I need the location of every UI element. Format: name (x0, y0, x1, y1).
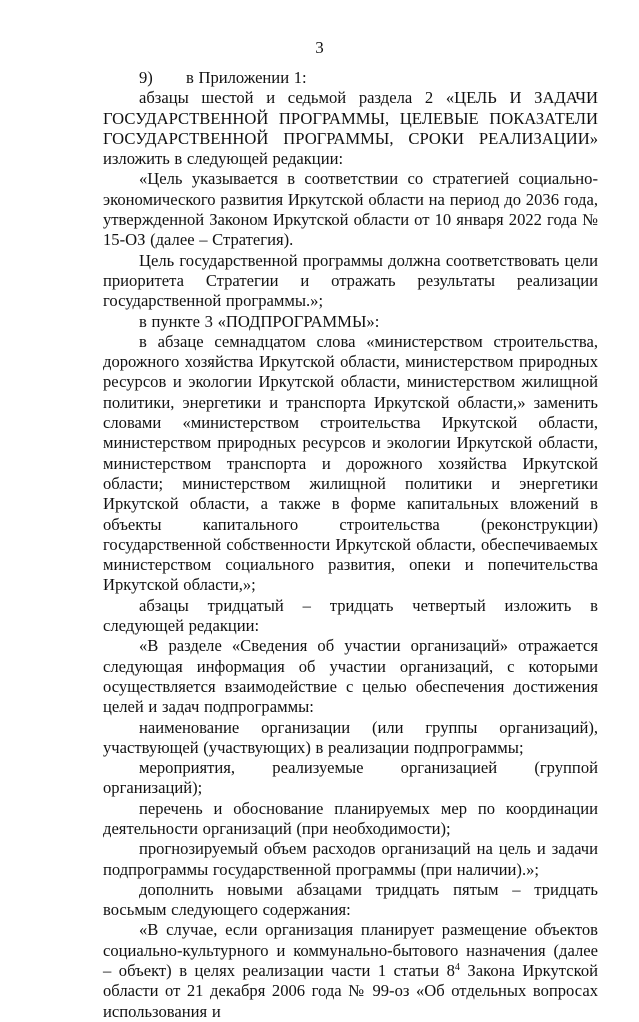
paragraph-expenses-forecast: прогнозируемый объем расходов организаций на цель и задачи подпрограммы государственной программы (при наличии).»; (103, 839, 598, 879)
document-body (103, 68, 598, 1022)
paragraph-objects-placement (103, 920, 598, 1021)
superscript-article-index: 4 (454, 962, 460, 974)
text-fragment: «В случае, если организация планирует размещение объектов социально-культурного и коммунально-бытового назначения (далее – объект) в целях реализации части 1 статьи 8 (103, 920, 598, 981)
list-item-9: 9) в Приложении 1: (139, 68, 307, 87)
paragraph-organization-name: наименование организации (или группы организаций), участвующей (участвующих) в реализации подпрограммы; (103, 717, 598, 757)
paragraph-section2-amendment: абзацы шестой и седьмой раздела 2 «ЦЕЛЬ И ЗАДАЧИ ГОСУДАРСТВЕННОЙ ПРОГРАММЫ, ЦЕЛЕВЫЕ ПОКАЗАТЕЛИ ГОСУДАРСТВЕННОЙ ПРОГРАММЫ, СРОКИ РЕАЛИЗАЦИИ» изложить в следующей редакции: (103, 88, 598, 169)
paragraph-coordination-list: перечень и обоснование планируемых мер по координации деятельности организаций (при необходимости); (103, 798, 598, 838)
paragraph-organizations-section: «В разделе «Сведения об участии организаций» отражается следующая информация об участии организаций, с которыми осуществляется взаимодействие с целью обеспечения достижения целей и задач подпрограммы: (103, 636, 598, 717)
paragraph-seventeenth-replacement: в абзаце семнадцатом слова «министерством строительства, дорожного хозяйства Иркутской области, министерством природных ресурсов и экологии Иркутской области, министерством жилищной политики, энергетики и транспорта Иркутской области,» заменить словами «министерством строительства Иркутской области, министерством природных ресурсов и экологии Иркутской области, министерством транспорта и дорожного хозяйства Иркутской области; министерством жилищной политики и энергетики Иркутской области, а также в форме капитальных вложений в объекты капитального строительства (реконструкции) государственной собственности Иркутской области, обеспечиваемых министерством социального развития, опеки и попечительства Иркутской области,»; (103, 331, 598, 595)
paragraph-thirtieth-amendment: абзацы тридцатый – тридцать четвертый изложить в следующей редакции: (103, 595, 598, 636)
paragraph-point3-heading: в пункте 3 «ПОДПРОГРАММЫ»: (139, 311, 380, 331)
paragraph-organization-measures: мероприятия, реализуемые организацией (группой организаций); (103, 758, 598, 798)
paragraph-goal-strategy: «Цель указывается в соответствии со стратегией социально-экономического развития Иркутской области на период до 2036 года, утвержденной Законом Иркутской области от 10 января 2022 года № 15-ОЗ (далее – Стратегия). (103, 169, 598, 250)
text-fragment: Закона Иркутской области от 21 декабря 2006 года № 99-оз «Об отдельных вопросах использования и (103, 961, 598, 1021)
page-number: 3 (315, 38, 324, 57)
paragraph-goal-correspondence: Цель государственной программы должна соответствовать цели приоритета Стратегии и отражать результаты реализации государственной программы.»; (103, 250, 598, 311)
paragraph-new-paragraphs: дополнить новыми абзацами тридцать пятым – тридцать восьмым следующего содержания: (103, 879, 598, 920)
